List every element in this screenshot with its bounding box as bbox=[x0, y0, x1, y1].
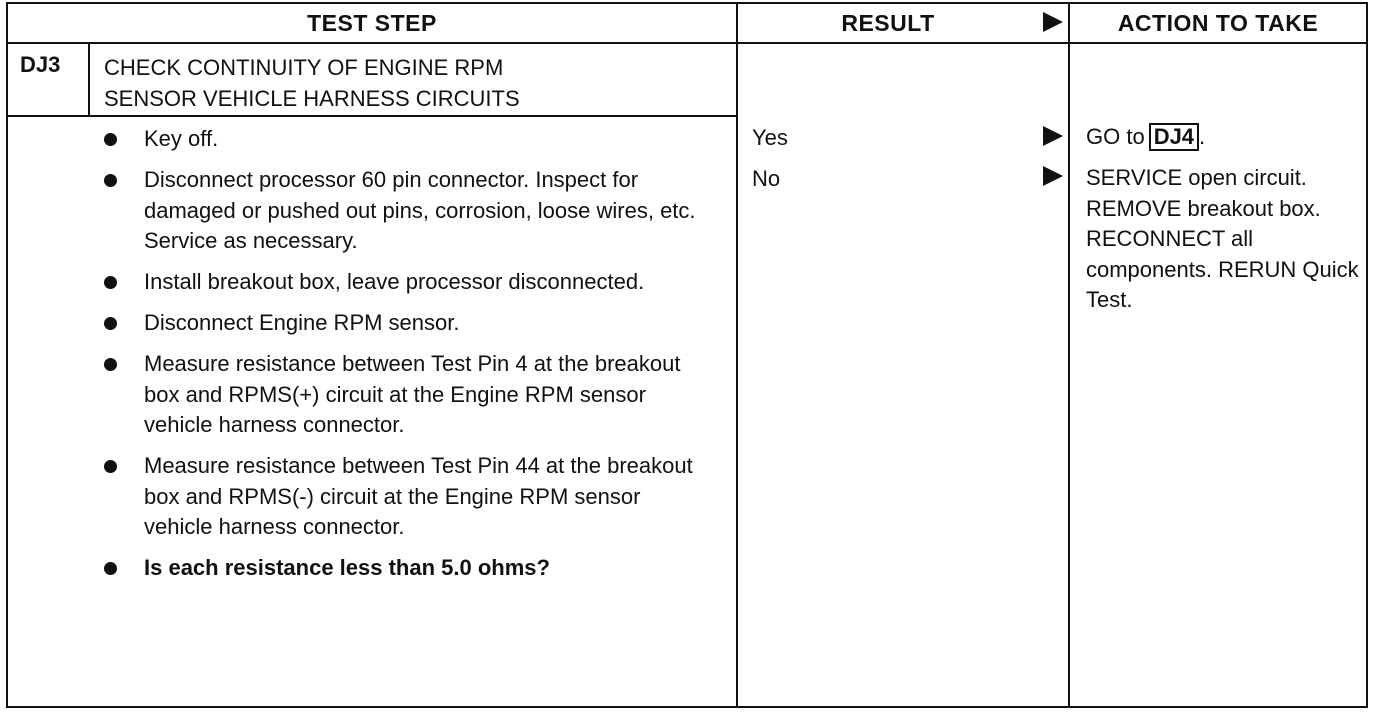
step-item-question bbox=[100, 553, 710, 584]
step-item-text: Disconnect processor 60 pin connector. Inspect for damaged or pushed out pins, corrosion, loose wires, etc. Service as necessary. bbox=[144, 167, 696, 253]
header-result: RESULT bbox=[841, 10, 935, 36]
action-yes bbox=[1086, 122, 1361, 153]
header-test-step: TEST STEP bbox=[307, 10, 437, 36]
bullet-icon bbox=[104, 562, 117, 575]
step-reference[interactable]: DJ4 bbox=[1149, 123, 1199, 151]
bullet-icon bbox=[104, 174, 117, 187]
step-title bbox=[104, 52, 520, 114]
step-item bbox=[100, 349, 710, 441]
bullet-icon bbox=[104, 133, 117, 146]
step-item-text: Disconnect Engine RPM sensor. bbox=[144, 310, 460, 335]
title-divider bbox=[6, 115, 738, 117]
step-list bbox=[100, 124, 710, 594]
code-divider bbox=[88, 42, 90, 116]
header-divider bbox=[6, 42, 1368, 44]
bullet-icon bbox=[104, 317, 117, 330]
step-item bbox=[100, 308, 710, 339]
step-item bbox=[100, 124, 710, 155]
step-item-text: Key off. bbox=[144, 126, 219, 151]
bullet-icon bbox=[104, 358, 117, 371]
action-yes-suffix: . bbox=[1199, 124, 1206, 149]
column-divider-step-result bbox=[736, 2, 738, 708]
step-item bbox=[100, 267, 710, 298]
result-arrow-icon bbox=[1043, 126, 1063, 146]
step-code: DJ3 bbox=[20, 52, 61, 77]
action-no: SERVICE open circuit. REMOVE breakout box. RECONNECT all components. RERUN Quick Test. bbox=[1086, 165, 1359, 312]
header-arrow-icon bbox=[1043, 12, 1063, 32]
step-item bbox=[100, 451, 710, 543]
bullet-icon bbox=[104, 276, 117, 289]
result-yes: Yes bbox=[752, 125, 788, 150]
step-item bbox=[100, 165, 710, 257]
result-arrow-icon bbox=[1043, 166, 1063, 186]
step-item-text: Install breakout box, leave processor disconnected. bbox=[144, 269, 645, 294]
header-action: ACTION TO TAKE bbox=[1117, 10, 1319, 36]
action-yes-prefix: GO to bbox=[1086, 124, 1145, 149]
step-title-line2: SENSOR VEHICLE HARNESS CIRCUITS bbox=[104, 86, 520, 111]
result-no: No bbox=[752, 166, 781, 191]
step-title-line1: CHECK CONTINUITY OF ENGINE RPM bbox=[104, 55, 504, 80]
column-divider-result-action bbox=[1068, 2, 1070, 708]
bullet-icon bbox=[104, 460, 117, 473]
step-item-text: Measure resistance between Test Pin 4 at the breakout box and RPMS(+) circuit at the Engine RPM sensor vehicle harness connector. bbox=[144, 351, 681, 437]
step-item-text: Measure resistance between Test Pin 44 at the breakout box and RPMS(-) circuit at the Engine RPM sensor vehicle harness connector. bbox=[144, 453, 693, 539]
step-item-text: Is each resistance less than 5.0 ohms? bbox=[144, 555, 550, 580]
